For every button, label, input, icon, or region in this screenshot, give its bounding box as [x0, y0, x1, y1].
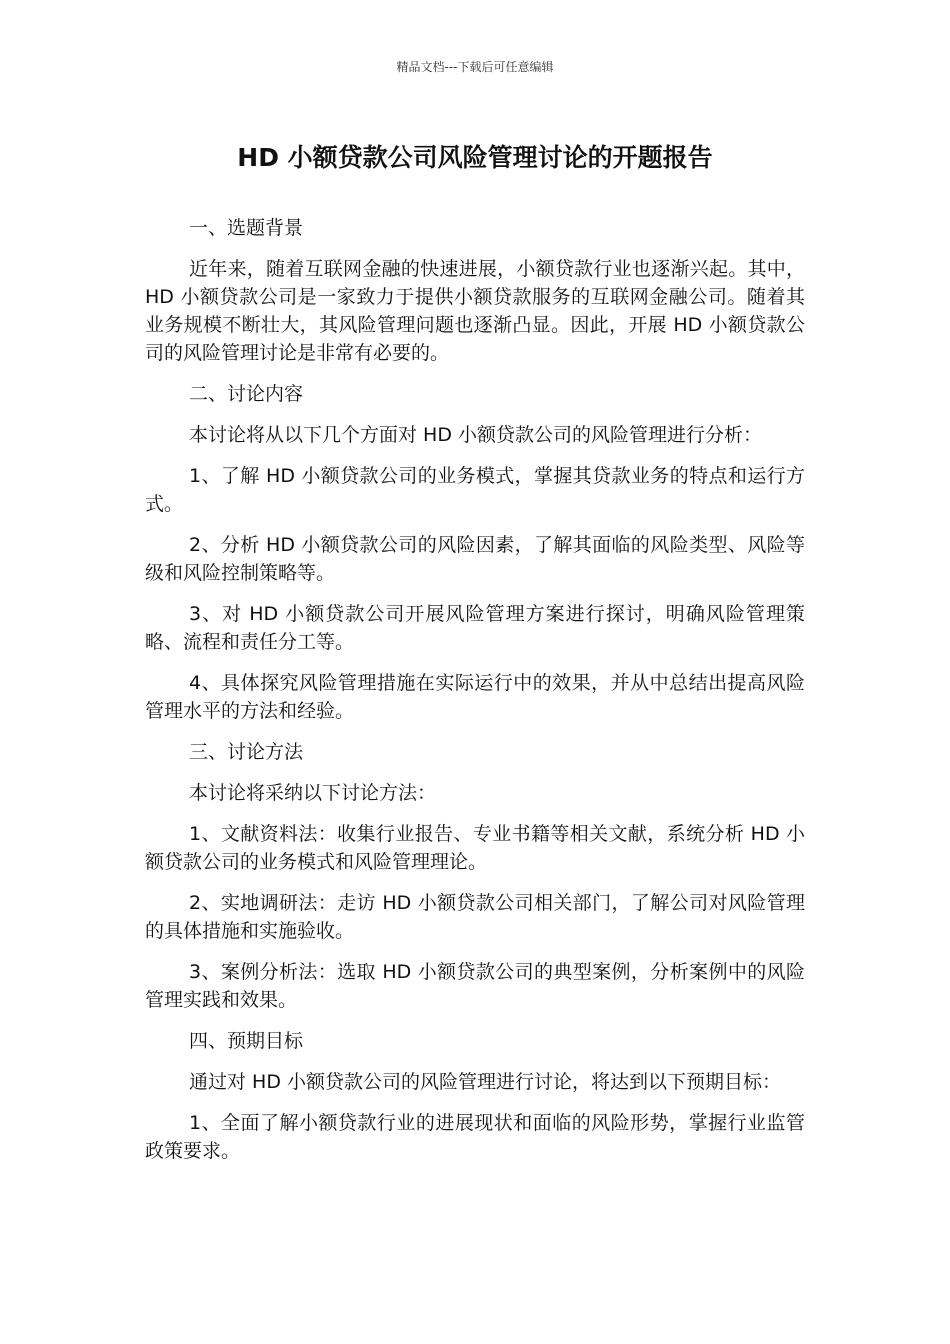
list-item-content-3: 3、对 HD 小额贷款公司开展风险管理方案进行探讨，明确风险管理策略、流程和责任分工等。	[145, 603, 805, 653]
section-heading-content: 二、讨论内容	[189, 383, 304, 405]
list-item-content-1: 1、了解 HD 小额贷款公司的业务模式，掌握其贷款业务的特点和运行方式。	[145, 465, 805, 515]
paragraph-methods-intro: 本讨论将采纳以下讨论方法：	[189, 782, 437, 804]
list-item-goals-1: 1、全面了解小额贷款行业的进展现状和面临的风险形势，掌握行业监管政策要求。	[145, 1112, 805, 1162]
section-heading-background: 一、选题背景	[189, 217, 304, 239]
paragraph-goals-intro: 通过对 HD 小额贷款公司的风险管理进行讨论，将达到以下预期目标：	[189, 1071, 781, 1093]
list-item-methods-1: 1、文献资料法：收集行业报告、专业书籍等相关文献，系统分析 HD 小额贷款公司的业务模式和风险管理理论。	[145, 823, 805, 873]
list-item-methods-3: 3、案例分析法：选取 HD 小额贷款公司的典型案例，分析案例中的风险管理实践和效果。	[145, 961, 805, 1011]
section-heading-methods: 三、讨论方法	[189, 741, 304, 763]
paragraph-content-intro: 本讨论将从以下几个方面对 HD 小额贷款公司的风险管理进行分析：	[189, 424, 762, 446]
list-item-methods-2: 2、实地调研法：走访 HD 小额贷款公司相关部门，了解公司对风险管理的具体措施和实施验收。	[145, 892, 805, 942]
document-title: HD 小额贷款公司风险管理讨论的开题报告	[237, 143, 713, 172]
list-item-content-4: 4、具体探究风险管理措施在实际运行中的效果，并从中总结出提高风险管理水平的方法和经验。	[145, 672, 805, 722]
paragraph-background: 近年来，随着互联网金融的快速进展，小额贷款行业也逐渐兴起。其中，HD 小额贷款公司是一家致力于提供小额贷款服务的互联网金融公司。随着其业务规模不断壮大，其风险管理问题也逐渐凸显。因此，开展 HD 小额贷款公司的风险管理讨论是非常有必要的。	[145, 258, 805, 364]
header-note: 精品文档---下载后可任意编辑	[396, 60, 554, 74]
list-item-content-2: 2、分析 HD 小额贷款公司的风险因素，了解其面临的风险类型、风险等级和风险控制策略等。	[145, 534, 805, 584]
document-body	[145, 214, 805, 1178]
section-heading-goals: 四、预期目标	[189, 1030, 304, 1052]
